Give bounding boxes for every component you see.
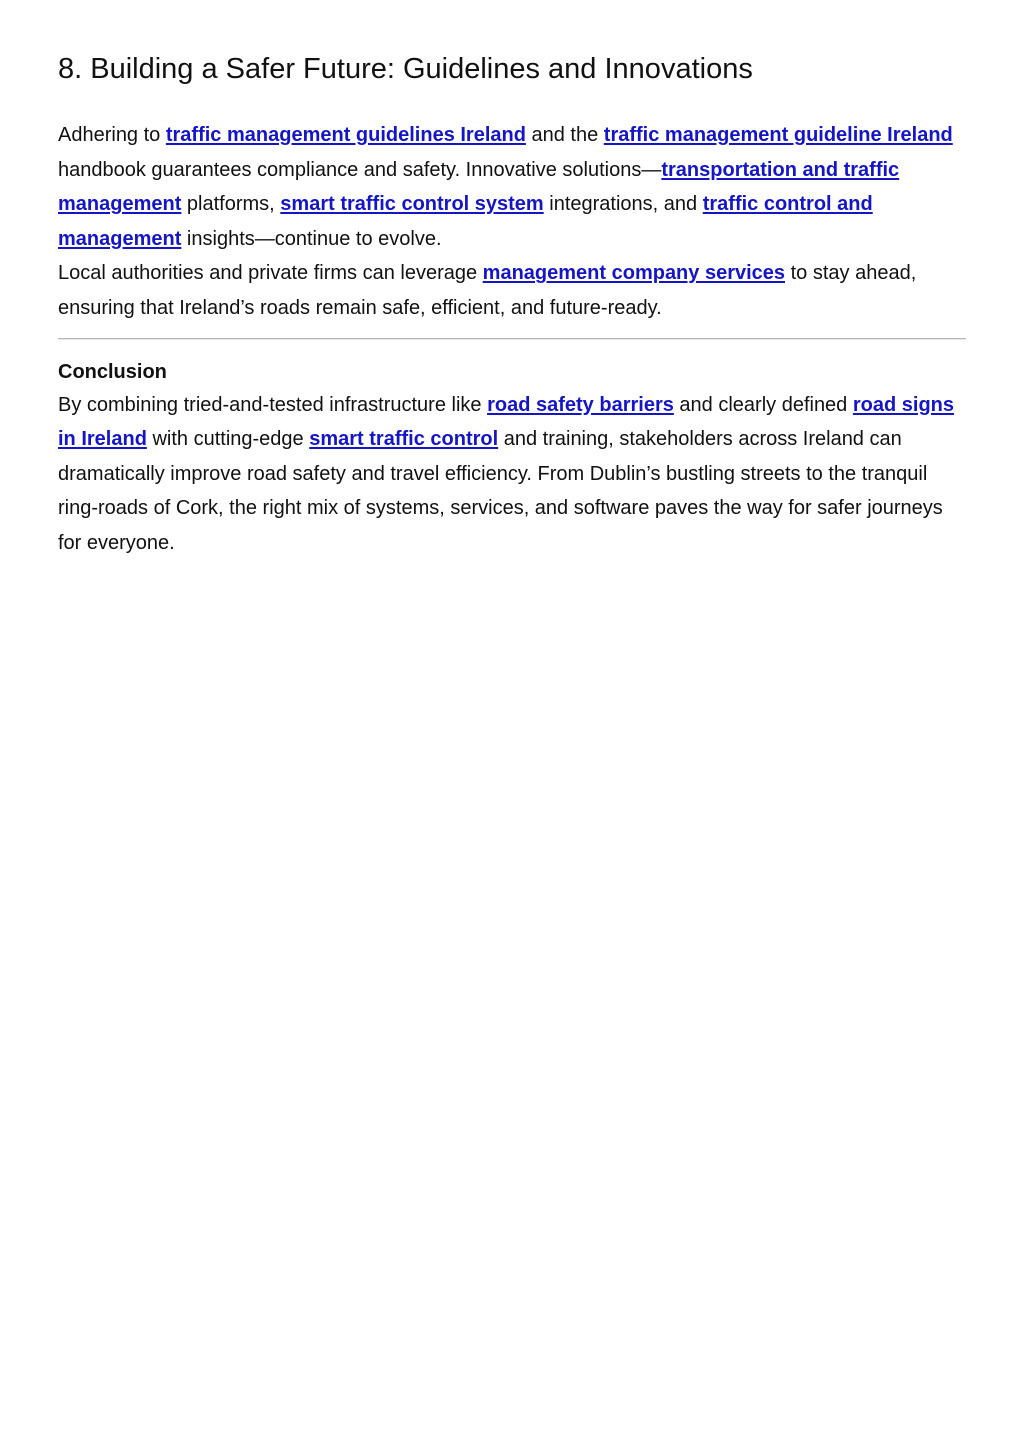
conclusion-heading: Conclusion	[58, 360, 167, 383]
link-traffic-management-guidelines-ireland[interactable]: traffic management guidelines Ireland	[165, 124, 526, 146]
link-traffic-management-guideline-ireland[interactable]: traffic management guideline Ireland	[603, 124, 953, 146]
document-page	[58, 52, 966, 561]
link-road-safety-barriers[interactable]: road safety barriers	[487, 393, 674, 416]
guidelines-paragraph	[58, 118, 966, 256]
link-smart-traffic-control[interactable]: smart traffic control	[309, 428, 499, 451]
link-smart-traffic-control-system[interactable]: smart traffic control system	[280, 193, 544, 216]
section-title: 8. Building a Safer Future: Guidelines and Innovations	[58, 53, 753, 85]
paragraph-text: platforms,	[181, 193, 281, 216]
paragraph-text: Local authorities and private firms can leverage	[58, 262, 483, 285]
paragraph-text: Adhering to	[58, 124, 166, 146]
paragraph-text: insights—continue to evolve.	[181, 227, 442, 250]
link-transportation-and-traffic-management[interactable]: transportation and traffic management	[58, 158, 900, 216]
paragraph-text: handbook guarantees compliance and safety. Innovative solutions—	[58, 158, 662, 181]
link-traffic-control-and-management[interactable]: traffic control and management	[58, 193, 873, 250]
paragraph-text: and training, stakeholders across Ireland can dramatically improve road safety and travel efficiency. From Dublin’s bustling streets to the tranquil ring-roads of Cork, the right mix of systems, services, and software paves the way for safer journeys for everyone.	[58, 428, 943, 554]
paragraph-text: integrations, and	[543, 193, 703, 216]
conclusion-paragraph	[58, 388, 966, 561]
authorities-paragraph	[58, 256, 966, 325]
link-road-signs-in-ireland[interactable]: road signs in Ireland	[58, 393, 955, 451]
paragraph-text: and the	[525, 124, 604, 146]
paragraph-text: and clearly defined	[673, 393, 853, 416]
paragraph-text: By combining tried-and-tested infrastructure like	[58, 393, 488, 416]
paragraph-text: with cutting-edge	[146, 428, 310, 451]
paragraph-text: to stay ahead, ensuring that Ireland’s roads remain safe, efficient, and future-ready.	[58, 262, 917, 319]
section-divider	[58, 338, 966, 340]
link-management-company-services[interactable]: management company services	[482, 262, 786, 285]
